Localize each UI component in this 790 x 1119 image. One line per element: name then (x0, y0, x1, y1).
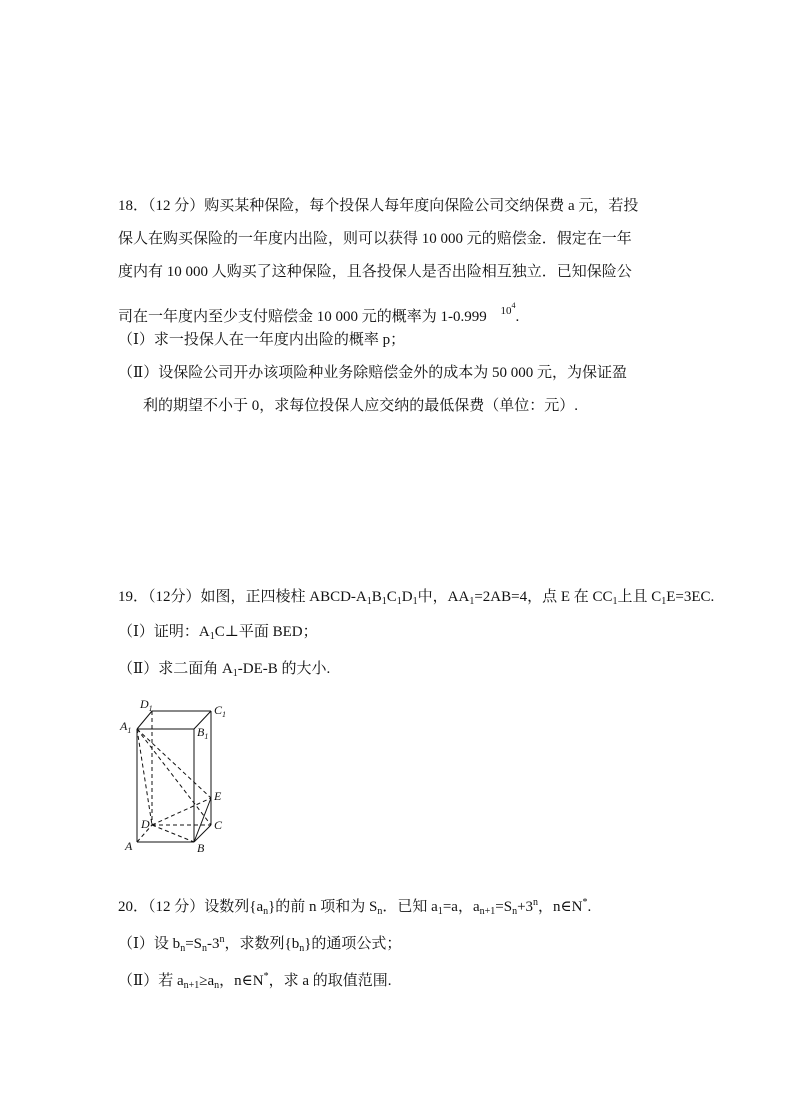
q18-line-4 (118, 296, 519, 327)
q18-line-4-text: 司在一年度内至少支付赔偿金 10 000 元的概率为 1-0.999 (118, 309, 487, 325)
label-b: B (197, 841, 205, 855)
label-a: A (125, 839, 133, 853)
q20-part-1-sub: n (299, 943, 305, 954)
q19-text: D (401, 589, 413, 605)
label-d1: $D_1$ (140, 697, 153, 713)
q20-text: =a，a (442, 899, 480, 915)
q20-text: ．已知 a (382, 899, 438, 915)
q20-part-1-text: -3 (207, 936, 220, 952)
q18-part-2-line-1: （Ⅱ）设保险公司开办该项险种业务除赔偿金外的成本为 50 000 元，为保证盈 (118, 365, 627, 381)
segment-a1-c (137, 729, 211, 825)
q20-text: ，n∈N (538, 899, 583, 915)
q20-line-1 (118, 893, 591, 922)
q19-part-2-sub: 1 (232, 668, 238, 679)
q20-sub: n (263, 906, 269, 917)
q19-text: 19．（12分）如图，正四棱柱 ABCD-A (118, 589, 367, 605)
q19-part-1-text: （Ⅰ）证明：A (118, 624, 210, 640)
q19-part-2-text: （Ⅱ）求二面角 A (118, 661, 233, 677)
label-b1: $B_1$ (197, 725, 209, 741)
q20-text: 20．（12 分）设数列{a (118, 899, 264, 915)
q20-part-1-sub: n (180, 943, 186, 954)
label-d: D (141, 817, 150, 831)
q20-sup: n (533, 897, 539, 908)
q20-part-2-sub: n+1 (183, 980, 200, 991)
q20-sub: n+1 (479, 906, 496, 917)
edge-b-e (194, 798, 211, 842)
segment-a1-d (137, 729, 152, 825)
q19-sub: 1 (661, 596, 667, 607)
q19-text: B (371, 589, 382, 605)
segment-d-b (152, 825, 194, 842)
q19-sub: 1 (381, 596, 387, 607)
q20-part-1-text: （Ⅰ）设 b (118, 936, 181, 952)
q19-text: E=3EC. (666, 589, 715, 605)
q18-line-2: 保人在购买保险的一年度内出险，则可以获得 10 000 元的赔偿金．假定在一年 (118, 231, 632, 247)
q18-line-1: 18．（12 分）购买某种保险，每个投保人每年度向保险公司交纳保费 a 元，若投 (118, 198, 639, 214)
label-c: C (214, 818, 223, 832)
q20-sub: n (512, 906, 518, 917)
label-c1: $C_1$ (214, 703, 227, 719)
q18-part-1: （Ⅰ）求一投保人在一年度内出险的概率 p； (118, 332, 406, 348)
q20-part-1-sup: n (219, 934, 225, 945)
q19-sub: 1 (469, 596, 475, 607)
edge-b-c (194, 825, 211, 842)
q20-part-1-sub: n (202, 943, 207, 954)
q20-part-2-text: （Ⅱ）若 a (118, 973, 184, 989)
q20-part-1 (118, 930, 401, 959)
q19-part-2 (118, 659, 330, 684)
q20-part-2-text: ，求 a 的取值范围. (268, 973, 392, 989)
q19-text: 上且 C (617, 589, 662, 605)
q20-part-2-sup: * (263, 971, 269, 982)
q18-exponent (500, 301, 516, 317)
q20-sup: * (582, 897, 588, 908)
edge-a1-d1 (137, 711, 152, 729)
q18-exponent-power: 4 (511, 301, 516, 310)
q19-sub: 1 (366, 596, 372, 607)
q20-text: +3 (517, 899, 534, 915)
q18-line-4-end: . (515, 309, 520, 325)
q19-sub: 1 (396, 596, 402, 607)
q20-part-1-text: ，求数列{b (224, 936, 300, 952)
q20-part-2-text: ≥a (199, 973, 215, 989)
label-e: E (214, 789, 222, 803)
q20-part-2 (118, 967, 392, 996)
q19-part-1-text: C⊥平面 BED； (214, 624, 318, 640)
q19-sub: 1 (412, 596, 418, 607)
q20-part-1-text: }的通项公式； (304, 936, 402, 952)
label-a1: $A_1$ (120, 719, 132, 735)
q20-part-2-sub: n (214, 980, 220, 991)
q19-part-1 (118, 622, 318, 647)
q20-text: }的前 n 项和为 S (268, 899, 378, 915)
q19-part-1-sub: 1 (209, 631, 215, 642)
q20-text: =S (495, 899, 513, 915)
q20-sub: 1 (437, 906, 443, 917)
q19-line-1 (118, 587, 714, 612)
q18-part-2-line-2: 利的期望不小于 0，求每位投保人应交纳的最低保费（单位：元）. (143, 398, 579, 414)
q19-text: 中，AA (417, 589, 470, 605)
q20-text: . (587, 899, 592, 915)
q20-part-1-text: =S (185, 936, 202, 952)
q19-sub: 1 (612, 596, 618, 607)
q18-exponent-base: 10 (500, 305, 512, 317)
segment-a1-e (137, 729, 211, 798)
q19-part-2-text: -DE-B 的大小. (237, 661, 331, 677)
prism-figure (118, 692, 248, 860)
q18-line-3: 度内有 10 000 人购买了这种保险，且各投保人是否出险相互独立．已知保险公 (118, 264, 632, 280)
q19-text: =2AB=4，点 E 在 CC (474, 589, 613, 605)
q20-sub: n (377, 906, 383, 917)
q20-part-2-text: ，n∈N (219, 973, 264, 989)
q19-text: C (386, 589, 397, 605)
